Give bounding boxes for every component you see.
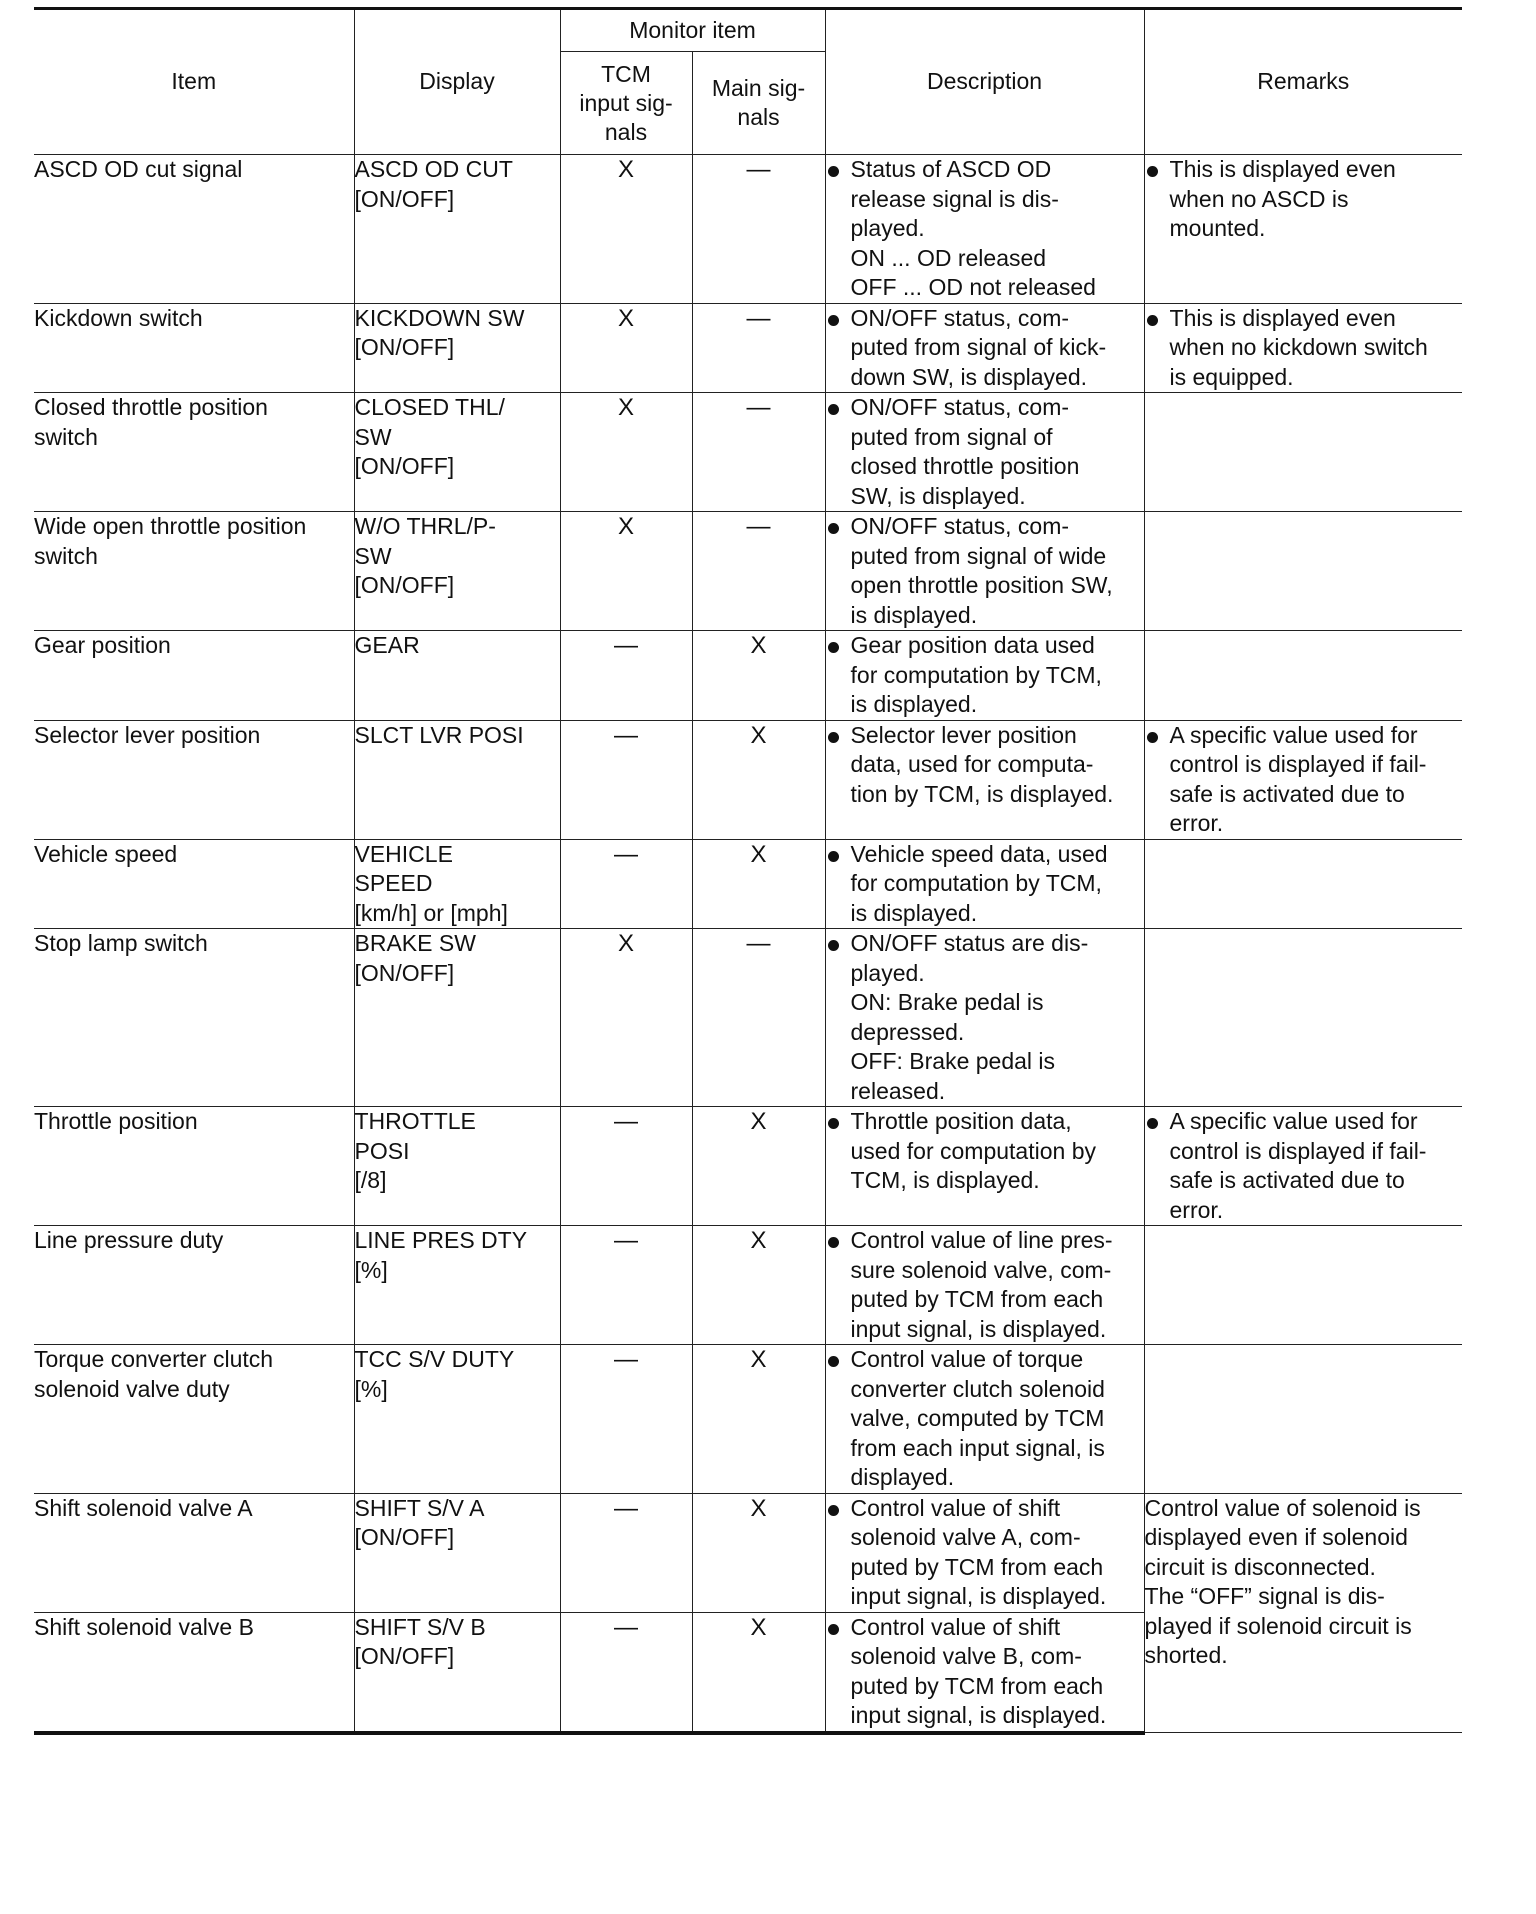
text-line: down SW, is displayed. [850, 363, 1088, 390]
display-cell [354, 393, 560, 512]
text-line: safe is activated due to [1169, 780, 1405, 807]
header-text-line: TCM [601, 60, 651, 87]
description-cell [825, 839, 1144, 929]
text-line: played. [850, 215, 925, 241]
text-line: Torque converter clutch [34, 1346, 274, 1372]
item-cell [34, 155, 354, 304]
text-line: ON/OFF status, com- [850, 513, 1070, 539]
tcm-input-signal-cell: — [560, 1226, 692, 1345]
item-cell [34, 1493, 354, 1612]
text-line: SHIFT S/V A [354, 1494, 485, 1521]
tcm-input-signal-cell: X [560, 929, 692, 1107]
item-cell [34, 1345, 354, 1494]
text-line: shorted. [1144, 1642, 1228, 1668]
text-line: This is displayed even [1169, 304, 1396, 331]
table-row [34, 1107, 1462, 1226]
text-line: puted from signal of [850, 423, 1053, 450]
text-line: when no ASCD is [1169, 185, 1349, 212]
text-line: Vehicle speed data, used [850, 840, 1108, 867]
text-line: SW [354, 542, 392, 569]
text-line: for computation by TCM, [850, 870, 1102, 896]
cell-text [34, 1494, 354, 1524]
main-signal-cell: X [692, 631, 825, 721]
display-cell [354, 631, 560, 721]
table-row [34, 1493, 1462, 1612]
bullet-point [826, 1226, 1144, 1344]
description-cell [825, 512, 1144, 631]
text-line: TCM, is displayed. [850, 1167, 1040, 1193]
text-line: [ON/OFF] [354, 572, 455, 598]
cell-text [34, 1226, 354, 1256]
bullet-point [826, 1345, 1144, 1493]
tcm-input-signal-cell: X [560, 393, 692, 512]
header-text-line: nals [604, 118, 648, 145]
text-line: CLOSED THL/ [354, 394, 505, 420]
text-line: Control value of torque [850, 1346, 1084, 1372]
table-body [34, 155, 1462, 1733]
cell-text [34, 1613, 354, 1643]
display-cell [354, 1226, 560, 1345]
main-signal-cell: — [692, 512, 825, 631]
text-line: ASCD OD CUT [354, 156, 513, 182]
display-cell [354, 512, 560, 631]
header-remarks: Remarks [1144, 9, 1462, 155]
header-text-line: input sig- [579, 89, 673, 116]
main-signal-cell: X [692, 1612, 825, 1733]
text-line: circuit is disconnected. [1144, 1553, 1376, 1580]
item-cell [34, 929, 354, 1107]
text-line: SW [354, 423, 392, 450]
remarks-cell [1144, 631, 1462, 721]
bullet-point [826, 155, 1144, 303]
remarks-cell [1144, 1107, 1462, 1226]
text-line: puted from signal of kick- [850, 334, 1107, 360]
text-line: Stop lamp switch [34, 930, 208, 956]
cell-text [355, 721, 560, 751]
tcm-input-signal-cell: — [560, 720, 692, 839]
table-row [34, 303, 1462, 393]
text-line: error. [1169, 810, 1224, 836]
table-row [34, 512, 1462, 631]
tcm-input-signal-cell: X [560, 512, 692, 631]
text-line: puted by TCM from each [850, 1286, 1104, 1312]
bullet-point [826, 1107, 1144, 1196]
cell-text [355, 1107, 560, 1196]
display-cell [354, 1493, 560, 1612]
main-signal-cell: X [692, 720, 825, 839]
text-line: switch [34, 423, 98, 450]
cell-text [34, 304, 354, 334]
bullet-point [826, 929, 1144, 1106]
bullet-point [1145, 1107, 1463, 1225]
text-line: [/8] [354, 1167, 387, 1193]
text-line: Line pressure duty [34, 1227, 224, 1253]
description-cell [825, 1345, 1144, 1494]
table-row [34, 1226, 1462, 1345]
remarks-cell [1144, 393, 1462, 512]
header-description: Description [825, 9, 1144, 155]
cell-text [355, 631, 560, 661]
text-line: [%] [354, 1375, 388, 1402]
text-line: [ON/OFF] [354, 185, 455, 212]
bullet-point [826, 631, 1144, 720]
main-signal-cell: — [692, 929, 825, 1107]
text-line: [%] [354, 1256, 388, 1283]
text-line: Throttle position data, [850, 1108, 1072, 1134]
text-line: A specific value used for [1169, 1108, 1418, 1134]
text-line: SW, is displayed. [850, 482, 1026, 509]
item-cell [34, 1226, 354, 1345]
text-line: mounted. [1169, 215, 1266, 241]
main-signal-cell: X [692, 1493, 825, 1612]
text-line: Gear position data used [850, 632, 1095, 658]
remarks-cell [1144, 929, 1462, 1107]
text-line: Kickdown switch [34, 304, 203, 331]
tcm-input-signal-cell: — [560, 1612, 692, 1733]
text-line: tion by TCM, is displayed. [850, 780, 1114, 807]
text-line: open throttle position SW, [850, 572, 1113, 598]
cell-text [355, 1345, 560, 1404]
display-cell [354, 720, 560, 839]
text-line: switch [34, 542, 98, 569]
bullet-point [826, 1494, 1144, 1612]
text-line: Throttle position [34, 1108, 198, 1134]
text-line: OFF ... OD not released [850, 274, 1096, 300]
cell-text [34, 721, 354, 751]
text-line: Control value of solenoid is [1144, 1494, 1421, 1521]
display-cell [354, 929, 560, 1107]
text-line: Shift solenoid valve A [34, 1494, 253, 1521]
table-row [34, 393, 1462, 512]
header-row-top [34, 9, 1462, 52]
table-row [34, 155, 1462, 304]
text-line: [ON/OFF] [354, 1643, 455, 1669]
item-cell [34, 720, 354, 839]
text-line: Selector lever position [850, 721, 1077, 748]
display-cell [354, 839, 560, 929]
text-line: ASCD OD cut signal [34, 156, 243, 182]
tcm-input-signal-cell: — [560, 1107, 692, 1226]
text-line: released. [850, 1077, 946, 1104]
text-line: SHIFT S/V B [354, 1613, 486, 1640]
bullet-point [826, 512, 1144, 630]
text-line: displayed even if solenoid [1144, 1524, 1408, 1550]
text-line: error. [1169, 1196, 1224, 1223]
tcm-input-signal-cell: — [560, 631, 692, 721]
description-cell [825, 1107, 1144, 1226]
header-tcm-input-signals [560, 52, 692, 155]
cell-text [34, 1107, 354, 1137]
bullet-point [1145, 155, 1463, 244]
text-line: depressed. [850, 1018, 965, 1045]
display-cell [354, 1345, 560, 1494]
remarks-cell [1144, 155, 1462, 304]
text-line: TCC S/V DUTY [354, 1346, 515, 1372]
text-line: sure solenoid valve, com- [850, 1256, 1112, 1283]
text-line: safe is activated due to [1169, 1167, 1405, 1193]
display-cell [354, 1107, 560, 1226]
text-line: BRAKE SW [354, 930, 476, 956]
text-line: Control value of line pres- [850, 1227, 1113, 1253]
main-signal-cell: — [692, 303, 825, 393]
main-signal-cell: — [692, 155, 825, 304]
text-line: ON ... OD released [850, 244, 1047, 271]
cell-text [34, 1345, 354, 1404]
text-line: puted by TCM from each [850, 1553, 1104, 1580]
text-line: ON/OFF status, com- [850, 304, 1070, 331]
cell-text [34, 840, 354, 870]
text-line: is displayed. [850, 601, 978, 628]
header-display: Display [354, 9, 560, 155]
header-text-line: Main sig- [711, 75, 806, 101]
cell-text [355, 393, 560, 482]
text-line: [ON/OFF] [354, 1524, 455, 1550]
tcm-input-signal-cell: — [560, 839, 692, 929]
text-line: SPEED [354, 870, 433, 896]
text-line: POSI [354, 1137, 410, 1164]
bullet-point [826, 1613, 1144, 1731]
display-cell [354, 303, 560, 393]
item-cell [34, 512, 354, 631]
item-cell [34, 839, 354, 929]
text-line: Shift solenoid valve B [34, 1613, 254, 1640]
cell-text [355, 1613, 560, 1672]
text-line: Status of ASCD OD [850, 156, 1052, 182]
text-line: [ON/OFF] [354, 453, 455, 479]
remarks-cell [1144, 839, 1462, 929]
cell-text [355, 1226, 560, 1285]
text-line: converter clutch solenoid [850, 1375, 1105, 1402]
text-line: input signal, is displayed. [850, 1315, 1107, 1342]
header-item: Item [34, 9, 354, 155]
text-line: played. [850, 959, 925, 986]
text-line: The “OFF” signal is dis- [1144, 1583, 1385, 1609]
text-line: Vehicle speed [34, 840, 178, 867]
description-cell [825, 1493, 1144, 1612]
main-signal-cell: X [692, 1345, 825, 1494]
remarks-cell [1144, 303, 1462, 393]
item-cell [34, 393, 354, 512]
text-line: ON/OFF status, com- [850, 394, 1070, 420]
item-cell [34, 1612, 354, 1733]
description-cell [825, 1226, 1144, 1345]
text-line: Gear position [34, 632, 171, 658]
item-cell [34, 1107, 354, 1226]
text-line: SLCT LVR POSI [354, 721, 524, 748]
text-line: is equipped. [1169, 363, 1294, 390]
text-line: solenoid valve B, com- [850, 1643, 1082, 1669]
monitor-item-table [34, 7, 1462, 1735]
description-cell [825, 393, 1144, 512]
text-line: used for computation by [850, 1137, 1096, 1164]
text-line: Wide open throttle position [34, 513, 307, 539]
item-cell [34, 303, 354, 393]
cell-text [355, 304, 560, 363]
bullet-point [826, 840, 1144, 929]
display-cell [354, 155, 560, 304]
tcm-input-signal-cell: X [560, 155, 692, 304]
text-line: solenoid valve duty [34, 1375, 230, 1402]
text-line: for computation by TCM, [850, 661, 1102, 688]
remarks-cell [1144, 1226, 1462, 1345]
text-line: from each input signal, is [850, 1434, 1105, 1461]
text-line: release signal is dis- [850, 185, 1059, 212]
text-line: ON/OFF status are dis- [850, 930, 1089, 956]
tcm-input-signal-cell: — [560, 1493, 692, 1612]
cell-text [355, 155, 560, 214]
text-line: This is displayed even [1169, 156, 1396, 182]
text-line: Control value of shift [850, 1494, 1061, 1521]
bullet-point [826, 721, 1144, 810]
header-monitor-item: Monitor item [560, 9, 825, 52]
text-line: puted from signal of wide [850, 542, 1107, 569]
main-signal-cell: — [692, 393, 825, 512]
text-line: LINE PRES DTY [354, 1227, 528, 1253]
tcm-input-signal-cell: — [560, 1345, 692, 1494]
table-row [34, 1345, 1462, 1494]
text-line: is displayed. [850, 691, 978, 717]
description-cell [825, 720, 1144, 839]
text-line: THROTTLE [354, 1108, 476, 1134]
text-line: valve, computed by TCM [850, 1405, 1105, 1431]
text-line: A specific value used for [1169, 721, 1418, 748]
table-row [34, 839, 1462, 929]
cell-text [355, 1494, 560, 1553]
cell-text [34, 155, 354, 185]
text-line: solenoid valve A, com- [850, 1524, 1081, 1550]
item-cell [34, 631, 354, 721]
main-signal-cell: X [692, 1226, 825, 1345]
text-line: Selector lever position [34, 721, 261, 748]
text-line: W/O THRL/P- [354, 513, 496, 539]
remarks-cell [1144, 1345, 1462, 1494]
text-line: data, used for computa- [850, 751, 1094, 777]
table-row [34, 631, 1462, 721]
text-line: [km/h] or [mph] [354, 899, 508, 926]
text-line: when no kickdown switch [1169, 334, 1428, 360]
text-line: input signal, is displayed. [850, 1702, 1107, 1728]
text-line: [ON/OFF] [354, 334, 455, 360]
table-row [34, 929, 1462, 1107]
display-cell [354, 1612, 560, 1733]
text-line: VEHICLE [354, 840, 453, 867]
bullet-point [826, 393, 1144, 511]
remarks-cell [1144, 720, 1462, 839]
text-line: puted by TCM from each [850, 1672, 1104, 1699]
tcm-input-signal-cell: X [560, 303, 692, 393]
description-cell [825, 155, 1144, 304]
main-signal-cell: X [692, 839, 825, 929]
main-signal-cell: X [692, 1107, 825, 1226]
cell-text [34, 393, 354, 452]
cell-text [34, 631, 354, 661]
description-cell [825, 1612, 1144, 1733]
cell-text [355, 929, 560, 988]
remarks-cell-shift-solenoid [1144, 1493, 1462, 1733]
text-line: KICKDOWN SW [354, 304, 525, 331]
text-line: displayed. [850, 1464, 955, 1490]
header-main-signals [692, 52, 825, 155]
text-line: GEAR [354, 632, 420, 658]
table-row [34, 720, 1462, 839]
text-line: OFF: Brake pedal is [850, 1048, 1056, 1074]
description-cell [825, 929, 1144, 1107]
text-line: control is displayed if fail- [1169, 751, 1427, 777]
text-line: is displayed. [850, 899, 978, 926]
text-line: control is displayed if fail- [1169, 1137, 1427, 1164]
bullet-point [1145, 304, 1463, 393]
remarks-cell [1144, 512, 1462, 631]
text-line: closed throttle position [850, 453, 1080, 479]
text-line: played if solenoid circuit is [1144, 1612, 1412, 1639]
text-line: ON: Brake pedal is [850, 989, 1044, 1015]
description-cell [825, 631, 1144, 721]
header-text-line: nals [737, 104, 780, 130]
text-line: [ON/OFF] [354, 959, 455, 986]
text-line: Closed throttle position [34, 394, 268, 420]
cell-text [355, 840, 560, 929]
cell-text [355, 512, 560, 601]
cell-text [34, 929, 354, 959]
description-cell [825, 303, 1144, 393]
cell-text [1145, 1494, 1463, 1671]
text-line: Control value of shift [850, 1613, 1061, 1640]
text-line: input signal, is displayed. [850, 1583, 1107, 1609]
bullet-point [1145, 721, 1463, 839]
cell-text [34, 512, 354, 571]
bullet-point [826, 304, 1144, 393]
